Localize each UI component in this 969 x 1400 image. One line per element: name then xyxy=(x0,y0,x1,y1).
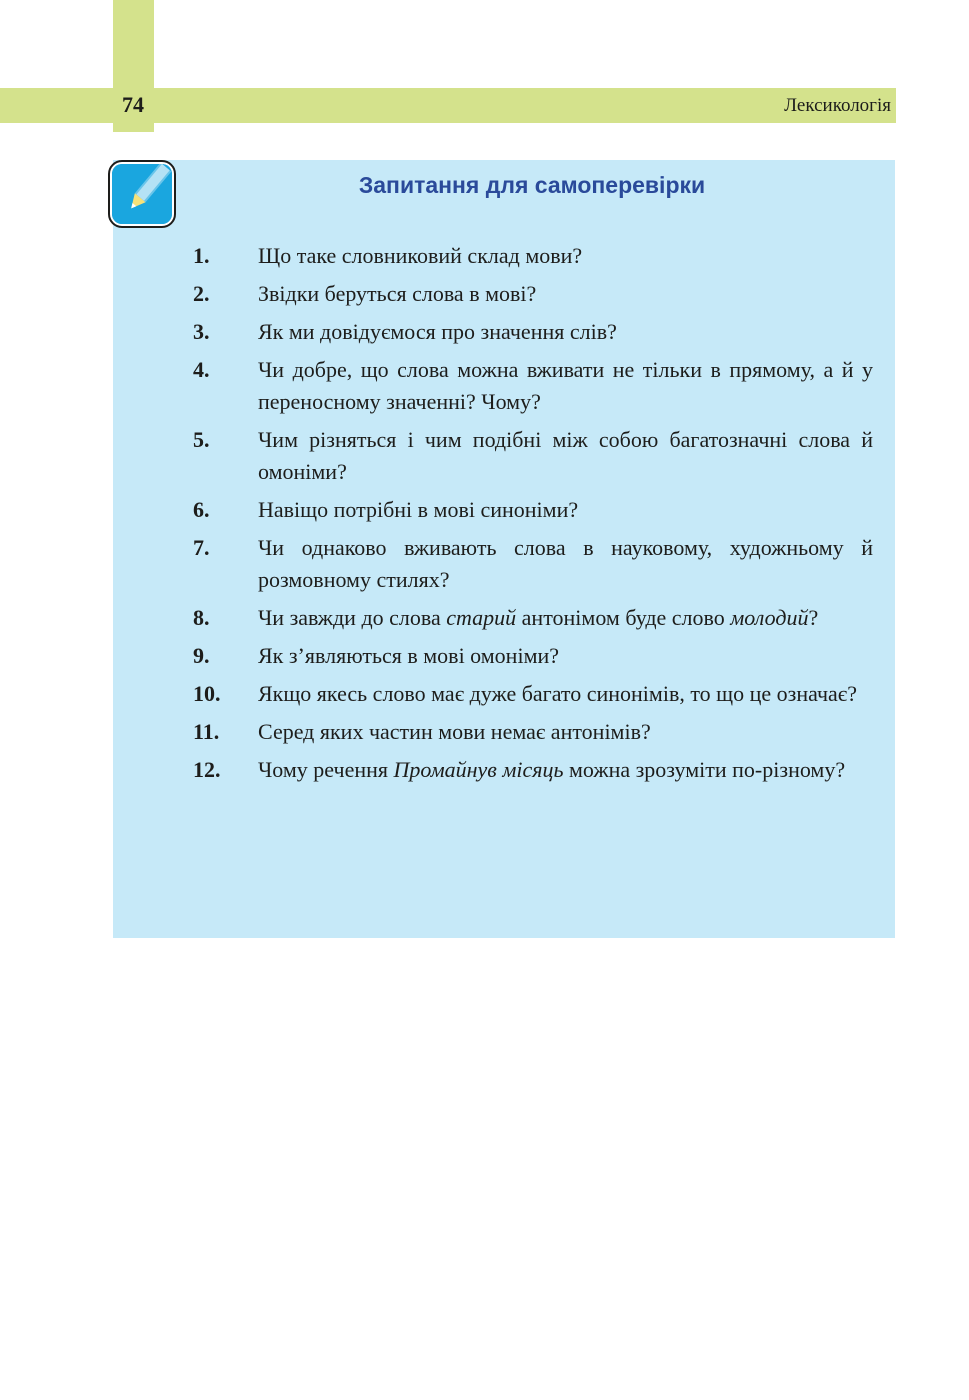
question-number: 6. xyxy=(193,497,210,522)
question-text xyxy=(258,497,578,522)
text-run: Якщо якесь слово має дуже багато синонімів, то що це означає? xyxy=(258,681,858,706)
question-number: 11. xyxy=(193,719,220,744)
question-text xyxy=(258,427,873,484)
question-number: 2. xyxy=(193,281,210,306)
question-number: 9. xyxy=(193,643,210,668)
question-item xyxy=(193,278,873,310)
text-run: Чи однаково вживають слова в науковому, художньому й розмовному стилях? xyxy=(258,535,873,592)
question-item xyxy=(193,640,873,672)
question-item xyxy=(193,754,873,786)
question-item xyxy=(193,424,873,488)
text-run: Як з’являються в мові омоніми? xyxy=(258,643,560,668)
text-run: Як ми довідуємося про значення слів? xyxy=(258,319,617,344)
text-run: Чи добре, що слова можна вживати не тільки в прямому, а й у переносному значенні? Чому? xyxy=(258,357,873,414)
text-run: Чи завжди до слова xyxy=(258,605,447,630)
section-title: Запитання для самоперевірки xyxy=(358,172,706,198)
text-run: антонімом буде слово xyxy=(516,605,731,630)
question-number: 8. xyxy=(193,605,210,630)
question-item xyxy=(193,602,873,634)
question-number: 10. xyxy=(193,681,221,706)
question-number: 7. xyxy=(193,535,210,560)
text-run: Що таке словниковий склад мови? xyxy=(258,243,583,268)
text-run: ? xyxy=(808,605,819,630)
question-number: 3. xyxy=(193,319,210,344)
question-item xyxy=(193,716,873,748)
question-item xyxy=(193,316,873,348)
question-number: 1. xyxy=(193,243,210,268)
text-run: Чому речення xyxy=(258,757,394,782)
question-item xyxy=(193,240,873,272)
questions-list xyxy=(193,240,873,792)
chapter-title: Лексикологія xyxy=(784,95,891,116)
question-text xyxy=(258,357,873,414)
text-run: Навіщо потрібні в мові синоніми? xyxy=(258,497,579,522)
question-item xyxy=(193,532,873,596)
question-text xyxy=(258,243,582,268)
question-text xyxy=(258,319,617,344)
italic-term: молодий xyxy=(730,605,809,630)
italic-term: старий xyxy=(446,605,517,630)
question-number: 4. xyxy=(193,357,210,382)
question-item xyxy=(193,354,873,418)
text-run: Звідки беруться слова в мові? xyxy=(258,281,537,306)
question-item xyxy=(193,494,873,526)
question-number: 12. xyxy=(193,757,221,782)
question-text xyxy=(258,605,818,630)
question-item xyxy=(193,678,873,710)
text-run: Чим різняться і чим подібні між собою багатозначні слова й омоніми? xyxy=(258,427,873,484)
question-text xyxy=(258,535,873,592)
question-text xyxy=(258,719,651,744)
question-text xyxy=(258,757,845,782)
italic-term: Промайнув місяць xyxy=(393,757,564,782)
text-run: Серед яких частин мови немає антонімів? xyxy=(258,719,651,744)
question-text xyxy=(258,681,857,706)
text-run: можна зрозуміти по-різному? xyxy=(563,757,846,782)
question-text xyxy=(258,643,559,668)
question-text xyxy=(258,281,536,306)
question-number: 5. xyxy=(193,427,210,452)
page-number: 74 xyxy=(122,92,144,117)
